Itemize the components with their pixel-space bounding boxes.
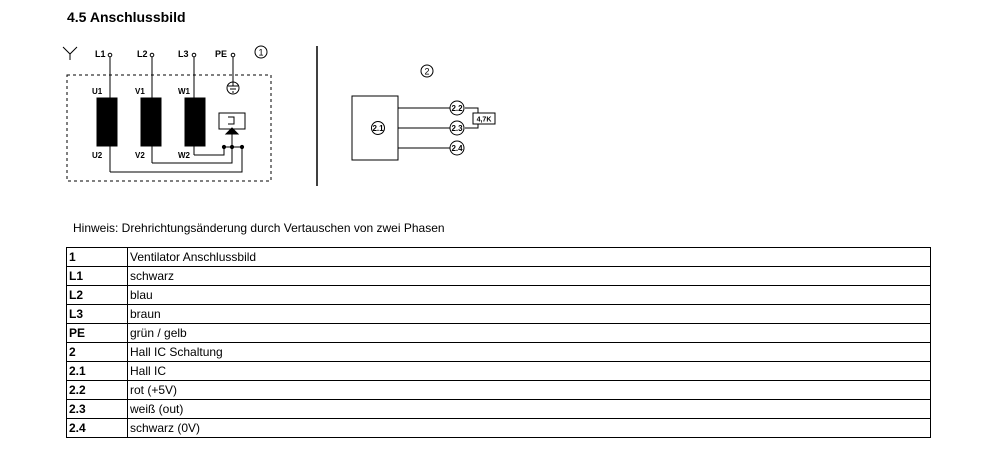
legend-value: Hall IC Schaltung: [128, 343, 931, 362]
legend-value: Ventilator Anschlussbild: [128, 248, 931, 267]
legend-value: schwarz (0V): [128, 419, 931, 438]
table-row: [67, 400, 931, 419]
winding-w: [185, 98, 205, 146]
resistor-label: 4,7K: [476, 116, 492, 124]
hall-ic-marker: [372, 122, 385, 135]
svg-text:2.1: 2.1: [372, 124, 384, 133]
legend-value: schwarz: [128, 267, 931, 286]
legend-key: 2.4: [67, 419, 128, 438]
legend-table: [66, 247, 931, 438]
resistor-wire-top: [465, 108, 478, 113]
legend-value: blau: [128, 286, 931, 305]
terminal-l1-icon: [108, 53, 112, 57]
winding-label-w1: W1: [178, 87, 190, 96]
circle-marker-1: [255, 46, 267, 58]
winding-v: [141, 98, 161, 146]
svg-text:2.4: 2.4: [451, 144, 463, 153]
table-row: [67, 267, 931, 286]
winding-label-v1: V1: [135, 87, 145, 96]
winding-label-u1: U1: [92, 87, 103, 96]
winding-label-v2: V2: [135, 151, 145, 160]
svg-text:2.2: 2.2: [451, 104, 463, 113]
legend-key: 2.2: [67, 381, 128, 400]
legend-key: 2: [67, 343, 128, 362]
wiring-diagram: [0, 0, 1000, 215]
table-row: [67, 324, 931, 343]
circle-marker-2: [421, 65, 433, 77]
legend-value: Hall IC: [128, 362, 931, 381]
legend-value: grün / gelb: [128, 324, 931, 343]
thermal-protector-icon: [219, 113, 245, 149]
table-row: [67, 305, 931, 324]
winding-label-u2: U2: [92, 151, 103, 160]
legend-key: PE: [67, 324, 128, 343]
table-row: [67, 248, 931, 267]
legend-key: 1: [67, 248, 128, 267]
pin-marker-2-3: [450, 121, 464, 135]
legend-key: L3: [67, 305, 128, 324]
table-row: [67, 419, 931, 438]
section-title: 4.5 Anschlussbild: [67, 9, 186, 25]
legend-value: weiß (out): [128, 400, 931, 419]
terminal-label-l3: L3: [178, 49, 189, 59]
terminal-l3-icon: [192, 53, 196, 57]
legend-value: braun: [128, 305, 931, 324]
terminal-label-l1: L1: [95, 49, 106, 59]
table-row: [67, 286, 931, 305]
resistor-wire-bottom: [465, 124, 478, 128]
pin-marker-2-2: [450, 101, 464, 115]
motor-wiring-diagram: [63, 47, 271, 181]
terminal-l2-icon: [150, 53, 154, 57]
svg-text:1: 1: [258, 47, 264, 58]
wire-u2: [110, 147, 242, 172]
terminal-label-l2: L2: [137, 49, 148, 59]
pin-marker-2-4: [450, 141, 464, 155]
svg-text:2.3: 2.3: [451, 124, 463, 133]
rotation-note: Hinweis: Drehrichtungsänderung durch Vertauschen von zwei Phasen: [73, 221, 445, 235]
legend-key: 2.3: [67, 400, 128, 419]
svg-text:2: 2: [424, 66, 430, 77]
wire-w2: [194, 147, 224, 155]
legend-key: L2: [67, 286, 128, 305]
winding-u: [97, 98, 117, 146]
terminal-pe-icon: [231, 53, 235, 57]
table-row: [67, 343, 931, 362]
winding-label-w2: W2: [178, 151, 190, 160]
star-connection-icon: [63, 47, 77, 60]
legend-value: rot (+5V): [128, 381, 931, 400]
legend-key: L1: [67, 267, 128, 286]
table-row: [67, 362, 931, 381]
table-row: [67, 381, 931, 400]
legend-key: 2.1: [67, 362, 128, 381]
terminal-label-pe: PE: [215, 49, 228, 59]
